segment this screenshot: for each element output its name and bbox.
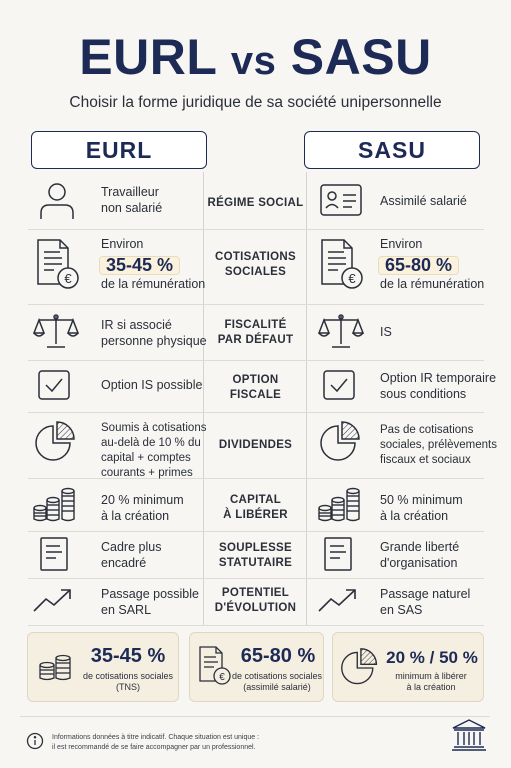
title-eurl: EURL bbox=[79, 29, 217, 85]
fiscalite-eurl: IR si associé personne physique bbox=[101, 318, 207, 348]
dividendes-eurl: Soumis à cotisations au-delà de 10 % du capital + comptes courants + primes bbox=[101, 422, 207, 479]
cotisations-sasu: Environ 65-80 % de la rémunération bbox=[380, 237, 485, 291]
summary-sasu-caption: de cotisations sociales (assimilé salarié) bbox=[231, 671, 323, 692]
svg-text:€: € bbox=[348, 271, 356, 286]
row-divider bbox=[28, 304, 484, 305]
document-icon bbox=[324, 537, 352, 571]
summary-card-sasu bbox=[189, 632, 324, 702]
trend-up-icon bbox=[32, 586, 74, 614]
row-divider bbox=[28, 412, 484, 413]
capital-sasu: 50 % minimum à la création bbox=[380, 493, 463, 523]
footer-disclaimer: Informations données à titre indicatif. Chaque situation est unique : il est recommandé de se faire accompagner par un professionnel. bbox=[52, 734, 260, 751]
checkbox-icon bbox=[323, 370, 355, 400]
evolution-sasu: Passage naturel en SAS bbox=[380, 587, 471, 617]
coins-icon bbox=[38, 653, 72, 681]
option-fiscale-sasu: Option IR temporaire sous conditions bbox=[380, 371, 497, 401]
trend-up-icon bbox=[317, 586, 359, 614]
scales-icon bbox=[318, 313, 364, 349]
coins-icon bbox=[317, 486, 363, 522]
title-sasu: SASU bbox=[290, 29, 432, 85]
column-header-sasu: SASU bbox=[304, 131, 480, 169]
info-icon bbox=[26, 732, 44, 750]
user-icon bbox=[38, 181, 76, 221]
courthouse-icon bbox=[451, 718, 487, 752]
euro-document-icon bbox=[198, 645, 232, 687]
title-vs: vs bbox=[230, 39, 277, 83]
coins-icon bbox=[32, 486, 78, 522]
page-subtitle: Choisir la forme juridique de sa société unipersonnelle bbox=[69, 94, 442, 111]
row-divider bbox=[28, 229, 484, 230]
euro-document-icon bbox=[36, 238, 80, 290]
summary-eurl-caption: de cotisations sociales (TNS) bbox=[82, 671, 174, 692]
label-souplesse-statutaire: SOUPLESSE STATUTAIRE bbox=[218, 542, 293, 569]
document-icon bbox=[40, 537, 68, 571]
label-option-fiscale: OPTION FISCALE bbox=[229, 374, 282, 401]
checkbox-icon bbox=[38, 370, 70, 400]
pie-chart-icon bbox=[33, 420, 79, 466]
evolution-eurl: Passage possible en SARL bbox=[101, 587, 199, 617]
page-title bbox=[0, 28, 511, 86]
footer-divider bbox=[20, 716, 490, 717]
souplesse-eurl: Cadre plus encadré bbox=[101, 540, 162, 570]
capital-eurl: 20 % minimum à la création bbox=[101, 493, 184, 523]
summary-sasu-value: 65-80 % bbox=[240, 645, 316, 667]
summary-card-capital bbox=[332, 632, 484, 702]
pie-chart-icon bbox=[318, 420, 364, 466]
regime-social-sasu: Assimilé salarié bbox=[380, 194, 467, 208]
summary-eurl-value: 35-45 % bbox=[90, 645, 166, 667]
cotisations-sasu-percent: 65-80 % bbox=[378, 256, 459, 276]
label-potentiel-evolution: POTENTIEL D'ÉVOLUTION bbox=[214, 587, 297, 614]
option-fiscale-eurl: Option IS possible bbox=[101, 378, 203, 392]
summary-card-eurl bbox=[27, 632, 179, 702]
fiscalite-sasu: IS bbox=[380, 325, 392, 339]
euro-document-icon bbox=[320, 238, 364, 290]
label-capital-a-liberer: CAPITAL À LIBÉRER bbox=[223, 494, 288, 521]
label-regime-social: RÉGIME SOCIAL bbox=[207, 197, 304, 209]
row-divider bbox=[28, 360, 484, 361]
label-dividendes: DIVIDENDES bbox=[218, 439, 293, 451]
label-cotisations-sociales: COTISATIONS SOCIALES bbox=[214, 251, 297, 278]
row-divider bbox=[28, 578, 484, 579]
svg-text:€: € bbox=[64, 271, 72, 286]
center-divider-right bbox=[306, 172, 307, 625]
cotisations-eurl-percent: 35-45 % bbox=[99, 256, 180, 276]
svg-text:€: € bbox=[219, 672, 225, 683]
id-card-icon bbox=[320, 184, 362, 216]
scales-icon bbox=[33, 313, 79, 349]
regime-social-eurl: Travailleur non salarié bbox=[101, 185, 163, 215]
summary-capital-value: 20 % / 50 % bbox=[386, 648, 478, 667]
label-fiscalite-par-defaut: FISCALITÉ PAR DÉFAUT bbox=[217, 319, 294, 346]
summary-capital-caption: minimum à libérer à la création bbox=[395, 671, 467, 692]
dividendes-sasu: Pas de cotisations sociales, prélèvements fiscaux et sociaux bbox=[380, 424, 497, 466]
pie-chart-icon bbox=[339, 647, 381, 689]
souplesse-sasu: Grande liberté d'organisation bbox=[380, 540, 460, 570]
row-divider bbox=[28, 625, 484, 626]
column-header-eurl: EURL bbox=[31, 131, 207, 169]
cotisations-eurl: Environ 35-45 % de la rémunération bbox=[101, 237, 206, 291]
row-divider bbox=[28, 478, 484, 479]
row-divider bbox=[28, 531, 484, 532]
